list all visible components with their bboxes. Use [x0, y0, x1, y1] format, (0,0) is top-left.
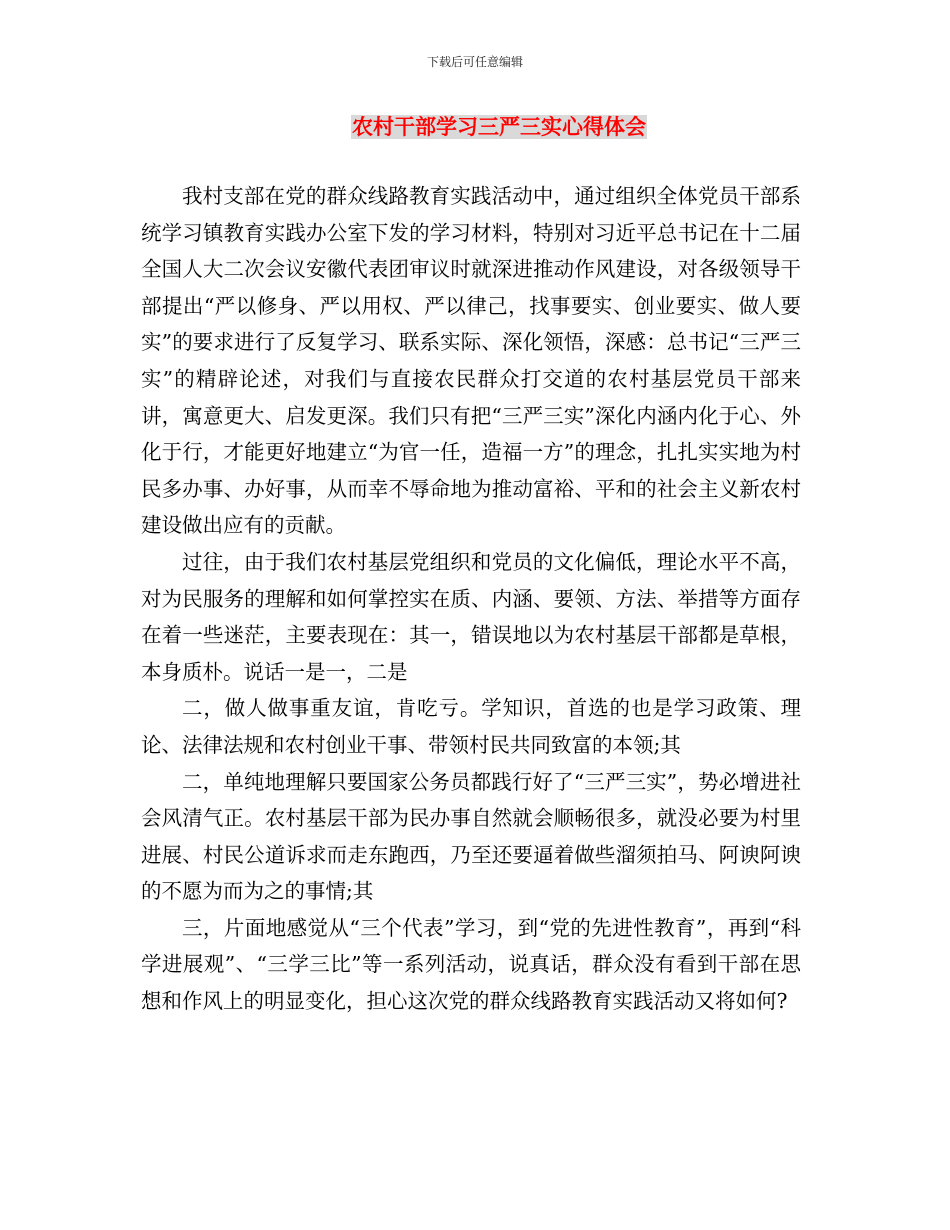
paragraph-5: 三，片面地感觉从“三个代表”学习，到“党的先进性教育”，再到“科学进展观”、“三学三比”等一系列活动，说真话，群众没有看到干部在思想和作风上的明显变化，担心这次党的群众线路教育实践活动又将如何?: [141, 915, 801, 1014]
paragraph-1: 我村支部在党的群众线路教育实践活动中，通过组织全体党员干部系统学习镇教育实践办公室下发的学习材料，特别对习近平总书记在十二届全国人大二次会议安徽代表团审议时就深进推动作风建设，对各级领导干部提出“严以修身、严以用权、严以律己，找事要实、创业要实、做人要实”的要求进行了反复学习、联系实际、深化领悟，深感：总书记“三严三实”的精辟论述，对我们与直接农民群众打交道的农村基层党员干部来讲，寓意更大、启发更深。我们只有把“三严三实”深化内涵内化于心、外化于行，才能更好地建立“为官一任，造福一方”的理念，扎扎实实地为村民多办事、办好事，从而幸不辱命地为推动富裕、平和的社会主义新农村建设做出应有的贡献。: [141, 184, 801, 538]
paragraph-2: 过往，由于我们农村基层党组织和党员的文化偏低，理论水平不高，对为民服务的理解和如何掌控实在质、内涵、要领、方法、举措等方面存在着一些迷茫，主要表现在：其一，错误地以为农村基层干部都是草根，本身质朴。说话一是一，二是: [141, 549, 801, 684]
paragraph-3: 二，做人做事重友谊，肯吃亏。学知识，首选的也是学习政策、理论、法律法规和农村创业干事、带领村民共同致富的本领;其: [141, 696, 801, 757]
header-note: 下载后可任意编辑: [426, 55, 523, 69]
document-body: [141, 178, 801, 1020]
document-title-text: 农村干部学习三严三实心得体会: [352, 115, 646, 139]
paragraph-4: 二，单纯地理解只要国家公务员都践行好了“三严三实”，势必增进社会风清气正。农村基层干部为民办事自然就会顺畅很多，就没必要为村里进展、村民公道诉求而走东跑西，乃至还要逼着做些溜须拍马、阿谀阿谀的不愿为而为之的事情;其: [141, 769, 801, 904]
document-title: [0, 112, 950, 142]
